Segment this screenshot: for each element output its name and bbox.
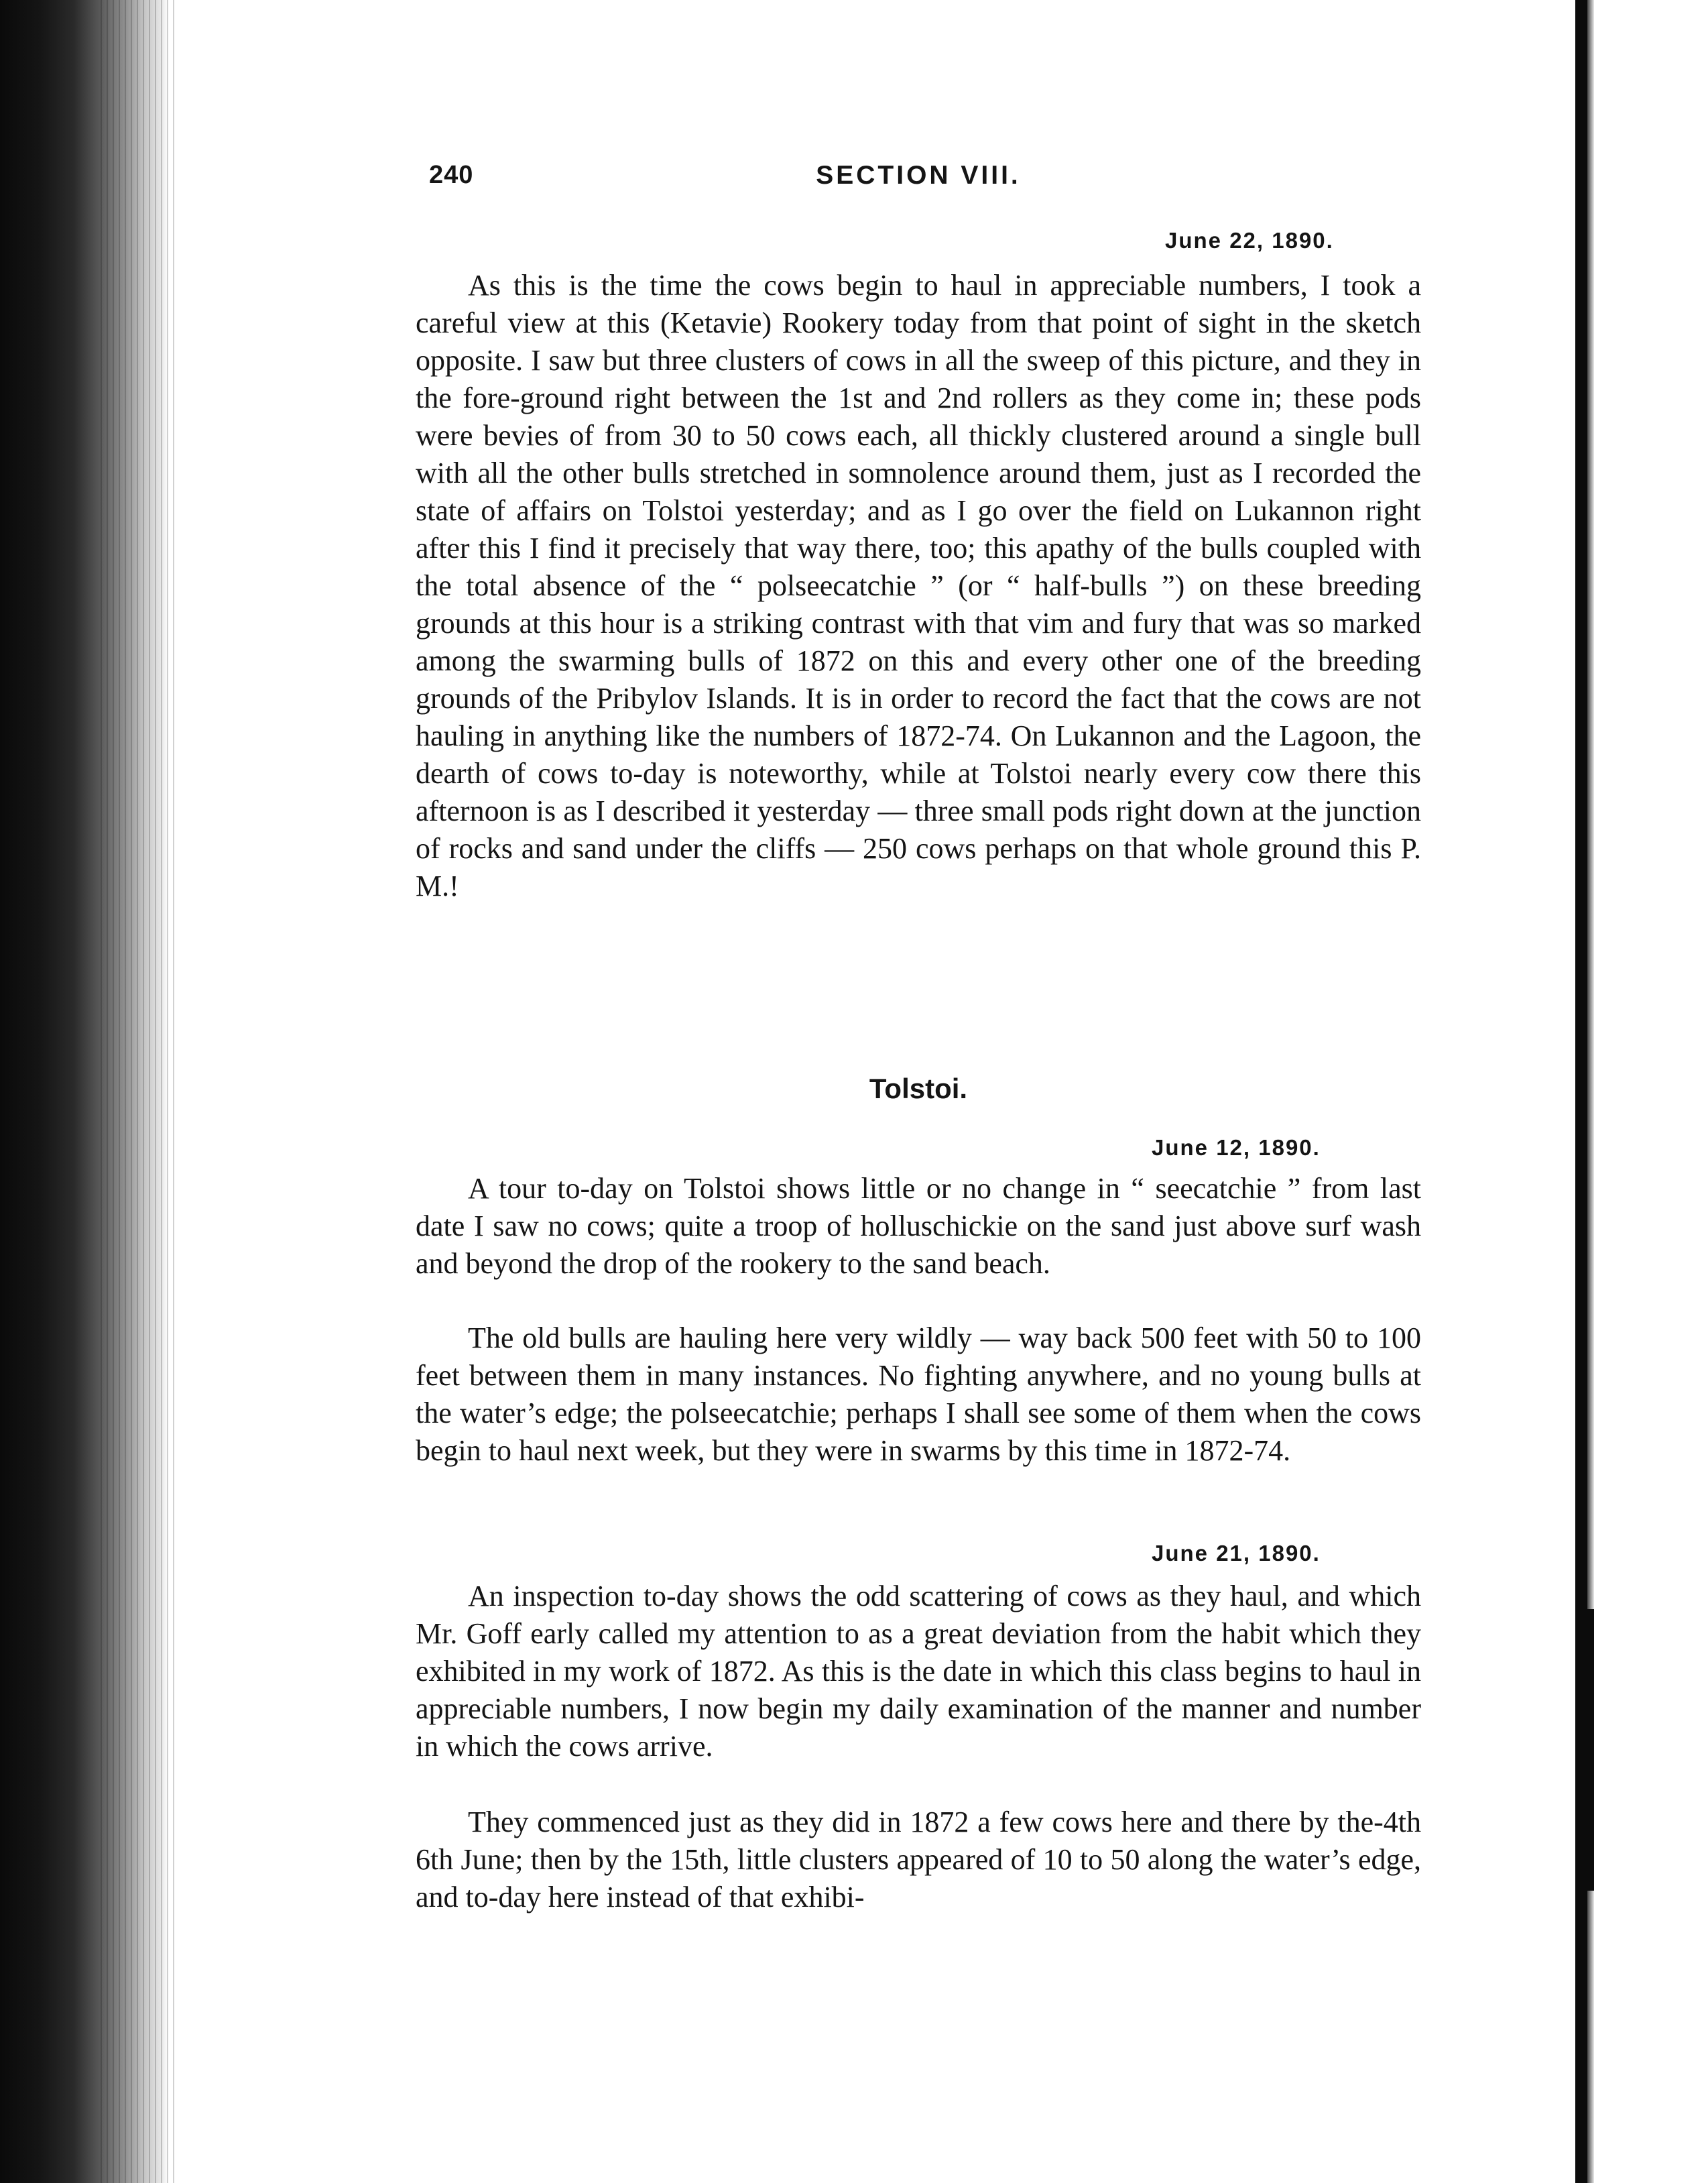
entry-paragraph: They commenced just as they did in 1872 a few cows here and there by the-4th 6th June; then by the 15th, little clusters appeared of 10 to 50 along the water’s edge, and to-day here instead of that exhibi- <box>416 1806 1421 1913</box>
entry-date: June 22, 1890. <box>1165 228 1334 253</box>
entry-date: June 12, 1890. <box>1152 1135 1321 1160</box>
section-title: SECTION VIII. <box>816 161 1021 190</box>
page-border-mark <box>1583 1609 1594 1891</box>
running-head <box>416 161 1421 201</box>
book-page-edges <box>101 0 174 2183</box>
page-number: 240 <box>429 161 474 189</box>
entry-paragraph: An inspection to-day shows the odd scattering of cows as they haul, and which Mr. Goff early called my attention to as a great deviation from the habit which they exhibited in my work of 1872. As this is the date in which this class begins to haul in appreciable numbers, I now begin my daily examination of the manner and number in which the cows arrive. <box>416 1580 1421 1763</box>
entry-date: June 21, 1890. <box>1152 1541 1321 1566</box>
section-heading: Tolstoi. <box>869 1073 968 1104</box>
entry-paragraph: As this is the time the cows begin to haul in appreciable numbers, I took a careful view at this (Ketavie) Rookery today from that point of sight in the sketch opposite. I saw but three clusters of cows in all the sweep of this picture, and they in the fore-ground right between the 1st and 2nd rollers as they come in; these pods were bevies of from 30 to 50 cows each, all thickly clustered around a single bull with all the other bulls stretched in somnolence around them, just as I recorded the state of affairs on Tolstoi yesterday; and as I go over the field on Lukannon right after this I find it precisely that way there, too; this apathy of the bulls coupled with the total absence of the “ polseecatchie ” (or “ half-bulls ”) on these breeding grounds at this hour is a striking contrast with that vim and fury that was so marked among the swarming bulls of 1872 on this and every other one of the breeding grounds of the Pribylov Islands. It is in order to record the fact that the cows are not hauling in anything like the numbers of 1872-74. On Lukannon and the Lagoon, the dearth of cows to-day is noteworthy, while at Tolstoi nearly every cow there this afternoon is as I described it yesterday — three small pods right down at the junction of rocks and sand under the cliffs — 250 cows perhaps on that whole ground this P. M.! <box>416 269 1421 902</box>
entry-paragraph: A tour to-day on Tolstoi shows little or no change in “ seecatchie ” from last date I saw no cows; quite a troop of holluschickie on the sand just above surf wash and beyond the drop of the rookery to the sand beach. <box>416 1172 1421 1280</box>
entry-paragraph: The old bulls are hauling here very wildly — way back 500 feet with 50 to 100 feet between them in many instances. No fighting anywhere, and no young bulls at the water’s edge; the polseecatchie; perhaps I shall see some of them when the cows begin to haul next week, but they were in swarms by this time in 1872-74. <box>416 1321 1421 1467</box>
